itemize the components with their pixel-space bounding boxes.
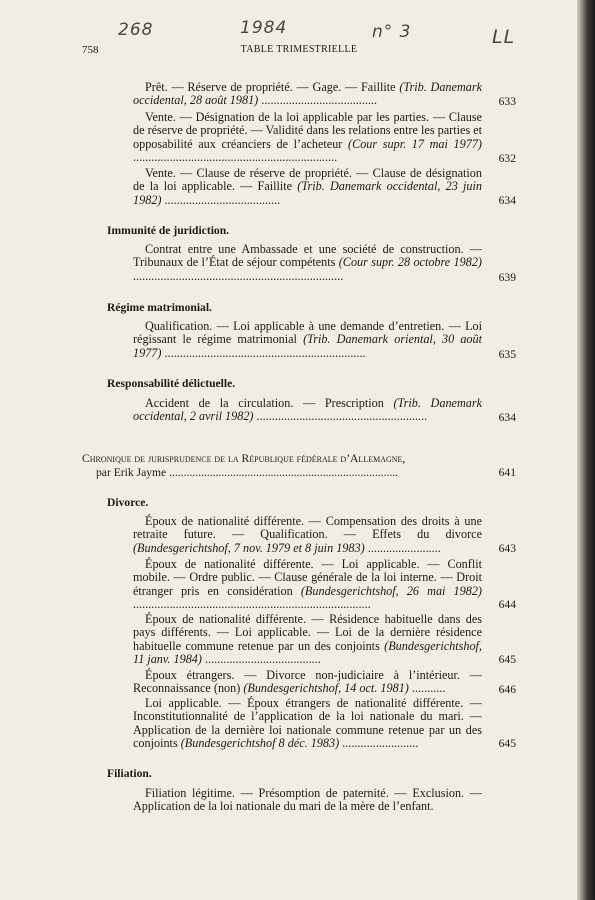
section-heading: Divorce.	[107, 496, 149, 509]
entry-page-number: 643	[498, 542, 516, 555]
entry-divorce-3: Époux de nationalité différente. — Résidence habituelle dans des pays différents. — Loi applicable. — Loi de la dernière résidence habituelle commune retenue par un des conjoints (Bundesgerichtshof, 11 janv. 1984) ......................................	[133, 612, 482, 667]
entry-page-number: 634	[498, 411, 516, 424]
entry-page-number: 632	[498, 152, 516, 165]
section-heading: Filiation.	[107, 767, 152, 780]
entry-pret: Prêt. — Réserve de propriété. — Gage. — Faillite (Trib. Danemark occidental, 28 août 1981) ......................................	[133, 80, 482, 108]
entry-vente-2: Vente. — Clause de réserve de propriété. — Clause de désignation de la loi applicable. — Faillite (Trib. Danemark occidental, 23 juin 1982) ......................................	[133, 166, 482, 207]
handwritten-note-left: 268	[118, 20, 154, 40]
section-heading: Immunité de juridiction.	[107, 224, 230, 237]
entry-divorce-2: Époux de nationalité différente. — Loi applicable. — Conflit mobile. — Ordre public. — Clause générale de la loi interne. — Droit étranger pris en considération (Bundesgerichtshof, 26 mai 1982) ..............................................................................	[133, 557, 482, 612]
entry-page-number: 639	[498, 271, 516, 284]
handwritten-note-number: n° 3	[372, 22, 412, 42]
entry-vente-1: Vente. — Désignation de la loi applicable par les parties. — Clause de réserve de propriété. — Validité dans les relations entre les parties et opposabilité aux créanciers de l’acheteur (Cour supr. 17 mai 1977) ...................................................................	[133, 110, 482, 165]
entry-regime: Qualification. — Loi applicable à une demande d’entretien. — Loi régissant le régime matrimonial (Trib. Danemark oriental, 30 août 1977) ..................................................................	[133, 319, 482, 360]
handwritten-note-far-right: LL	[492, 26, 516, 48]
chronique-page-number: 641	[498, 466, 516, 479]
entry-filiation: Filiation légitime. — Présomption de paternité. — Exclusion. — Application de la loi nationale du mari de la mère de l’enfant.	[133, 786, 482, 814]
entry-page-number: 634	[498, 194, 516, 207]
entry-responsabilite: Accident de la circulation. — Prescription (Trib. Danemark occidental, 2 avril 1982) ........................................................	[133, 396, 483, 424]
page-number: 758	[82, 44, 99, 56]
section-heading: Responsabilité délictuelle.	[107, 377, 236, 390]
section-heading: Régime matrimonial.	[107, 301, 212, 314]
entry-page-number: 644	[498, 598, 516, 611]
handwritten-note-year: 1984	[240, 18, 288, 38]
entry-page-number: 645	[498, 653, 516, 666]
entry-immunite: Contrat entre une Ambassade et une société de construction. — Tribunaux de l’État de séjour compétents (Cour supr. 28 octobre 1982) .....................................................................	[133, 242, 482, 283]
running-head	[82, 44, 516, 58]
page-edge-shadow	[577, 0, 595, 900]
entry-divorce-4: Époux étrangers. — Divorce non-judiciaire à l’intérieur. — Reconnaissance (non) (Bundesgerichtshof, 14 oct. 1981) ...........	[133, 668, 482, 696]
running-title: TABLE TRIMESTRIELLE	[240, 44, 358, 55]
entry-divorce-1: Époux de nationalité différente. — Compensation des droits à une retraite future. — Qualification. — Effets du divorce (Bundesgerichtshof, 7 nov. 1979 et 8 juin 1983) ........................	[133, 514, 482, 555]
chronique-heading: Chronique de jurisprudence de la République fédérale d’Allemagne, par Erik Jayme ...............................................................................	[82, 452, 406, 479]
entry-page-number: 645	[498, 737, 516, 750]
entry-page-number: 635	[498, 348, 516, 361]
entry-page-number: 633	[498, 95, 516, 108]
entry-divorce-5: Loi applicable. — Époux étrangers de nationalité différente. — Inconstitutionnalité de l’application de la loi nationale du mari. — Application de la dernière loi nationale commune retenue par un des conjoints (Bundesgerichtshof 8 déc. 1983) .........................	[133, 696, 482, 751]
entry-page-number: 646	[498, 683, 516, 696]
